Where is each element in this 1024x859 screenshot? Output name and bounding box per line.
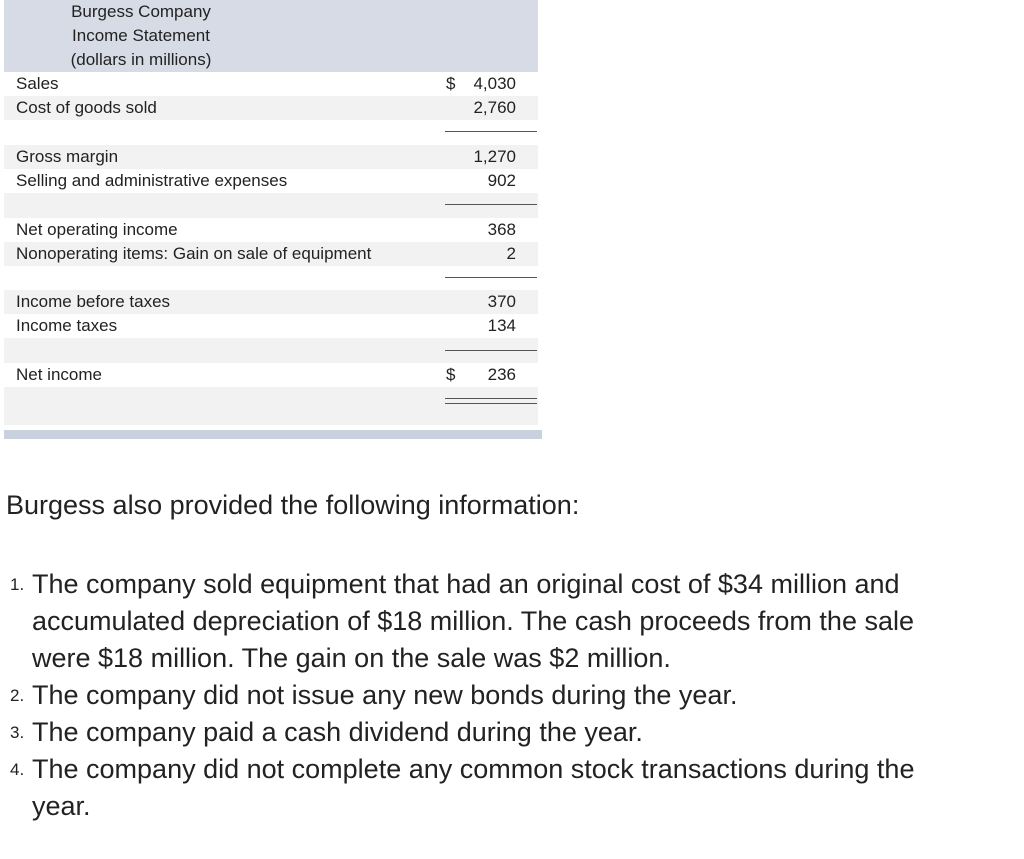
spacer — [4, 266, 538, 290]
row-income-before-taxes — [4, 290, 538, 314]
row-label: Sales — [16, 74, 59, 93]
row-selling-admin — [4, 169, 538, 193]
statement-header — [4, 0, 538, 72]
row-amount: 370 — [487, 292, 516, 311]
row-label: Net income — [16, 365, 102, 384]
list-number: 4. — [10, 760, 25, 779]
total-double-rule-top — [445, 398, 537, 399]
info-heading: Burgess also provided the following information: — [6, 490, 580, 520]
row-amount: 902 — [487, 171, 516, 190]
row-cogs — [4, 96, 538, 120]
row-label: Selling and administrative expenses — [16, 171, 288, 190]
row-amount: 2 — [506, 244, 516, 263]
row-gross-margin — [4, 145, 538, 169]
row-amount: 134 — [487, 316, 516, 335]
spacer — [4, 120, 538, 145]
statement-subtitle: (dollars in millions) — [70, 50, 212, 69]
row-income-taxes — [4, 314, 538, 338]
row-net-operating-income — [4, 218, 538, 242]
spacer — [4, 193, 538, 218]
row-sales — [4, 72, 538, 96]
subtotal-rule — [445, 204, 537, 205]
row-label: Nonoperating items: Gain on sale of equipment — [16, 244, 372, 263]
row-label: Income before taxes — [16, 292, 171, 311]
list-text: The company sold equipment that had an original cost of $34 million and accumulated depreciation of $18 million. The cash proceeds from the sale were $18 million. The gain on the sale was $2 million. — [32, 569, 914, 673]
company-name: Burgess Company — [71, 2, 211, 21]
row-amount: 236 — [487, 365, 516, 384]
list-text: The company did not complete any common stock transactions during the year. — [32, 754, 915, 821]
row-amount: 4,030 — [473, 74, 516, 93]
row-label: Net operating income — [16, 220, 178, 239]
list-number: 1. — [10, 575, 25, 594]
row-label: Gross margin — [16, 147, 119, 166]
subtotal-rule — [445, 277, 537, 278]
row-label: Income taxes — [16, 316, 118, 335]
list-number: 2. — [10, 686, 25, 705]
subtotal-rule — [445, 131, 537, 132]
row-amount: 368 — [487, 220, 516, 239]
row-net-income — [4, 363, 538, 387]
row-currency: $ — [446, 74, 456, 93]
total-double-rule-bottom — [445, 403, 537, 404]
income-statement — [4, 0, 540, 440]
spacer — [4, 387, 538, 425]
subtotal-rule — [445, 350, 537, 351]
list-text: The company paid a cash dividend during the year. — [32, 717, 643, 747]
list-number: 3. — [10, 723, 25, 742]
list-text: The company did not issue any new bonds during the year. — [32, 680, 738, 710]
row-nonoperating — [4, 242, 538, 266]
row-label: Cost of goods sold — [16, 98, 157, 117]
statement-title: Income Statement — [72, 26, 210, 45]
row-amount: 2,760 — [473, 98, 516, 117]
row-currency: $ — [446, 365, 456, 384]
statement-footer-bar — [4, 430, 542, 439]
row-amount: 1,270 — [473, 147, 516, 166]
